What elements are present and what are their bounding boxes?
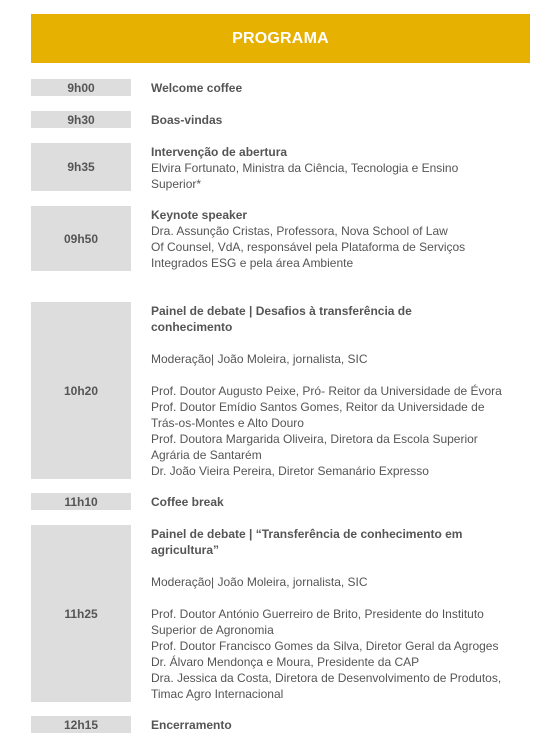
time-cell: 11h10 xyxy=(31,493,131,510)
time-cell: 9h00 xyxy=(31,79,131,96)
schedule-entry xyxy=(151,207,536,271)
entry-line: Superior de Agronomia xyxy=(151,623,274,637)
schedule-entry xyxy=(151,717,536,733)
schedule-entry xyxy=(151,494,536,510)
entry-title: Encerramento xyxy=(151,718,232,732)
time-cell: 9h35 xyxy=(31,143,131,191)
entry-title: Welcome coffee xyxy=(151,81,243,95)
entry-line: Dra. Jessica da Costa, Diretora de Desenvolvimento de Produtos, xyxy=(151,671,502,685)
entry-title: conhecimento xyxy=(151,320,233,334)
moderation-line: Moderação| João Moleira, jornalista, SIC xyxy=(151,352,368,366)
moderation-line: Moderação| João Moleira, jornalista, SIC xyxy=(151,575,368,589)
entry-line: Prof. Doutor António Guerreiro de Brito, Presidente do Instituto xyxy=(151,607,484,621)
time-cell: 12h15 xyxy=(31,716,131,733)
entry-line: Integrados ESG e pela área Ambiente xyxy=(151,256,354,270)
entry-title: Painel de debate | “Transferência de conhecimento em xyxy=(151,527,463,541)
time-cell: 9h30 xyxy=(31,111,131,128)
schedule-entry xyxy=(151,112,536,128)
entry-title: Boas-vindas xyxy=(151,113,223,127)
entry-line: Agrária de Santarém xyxy=(151,448,262,462)
schedule-entry xyxy=(151,144,536,192)
entry-line: Timac Agro Internacional xyxy=(151,687,284,701)
entry-title: Intervenção de abertura xyxy=(151,145,288,159)
time-cell: 11h25 xyxy=(31,525,131,702)
entry-title: Keynote speaker xyxy=(151,208,248,222)
entry-title: Coffee break xyxy=(151,495,224,509)
entry-title: Painel de debate | Desafios à transferência de xyxy=(151,304,412,318)
entry-line: Prof. Doutora Margarida Oliveira, Diretora da Escola Superior xyxy=(151,432,478,446)
program-title: PROGRAMA xyxy=(232,29,329,47)
entry-line: Dr. Álvaro Mendonça e Moura, Presidente da CAP xyxy=(151,655,420,669)
entry-line: Dr. João Vieira Pereira, Diretor Semanário Expresso xyxy=(151,464,429,478)
schedule-entry xyxy=(151,80,536,96)
entry-line: Dra. Assunção Cristas, Professora, Nova School of Law xyxy=(151,224,448,238)
schedule-entry xyxy=(151,526,536,702)
entry-line: Prof. Doutor Francisco Gomes da Silva, Diretor Geral da Agroges xyxy=(151,639,499,653)
time-cell: 09h50 xyxy=(31,206,131,271)
entry-line: Superior* xyxy=(151,177,202,191)
entry-line: Trás-os-Montes e Alto Douro xyxy=(151,416,304,430)
entry-line: Prof. Doutor Augusto Peixe, Pró- Reitor da Universidade de Évora xyxy=(151,384,502,398)
entry-line: Elvira Fortunato, Ministra da Ciência, Tecnologia e Ensino xyxy=(151,161,459,175)
time-cell: 10h20 xyxy=(31,302,131,479)
entry-title: agricultura” xyxy=(151,543,220,557)
schedule-entry xyxy=(151,303,536,479)
entry-line: Of Counsel, VdA, responsável pela Plataforma de Serviços xyxy=(151,240,466,254)
program-banner xyxy=(31,14,530,63)
entry-line: Prof. Doutor Emídio Santos Gomes, Reitor da Universidade de xyxy=(151,400,485,414)
